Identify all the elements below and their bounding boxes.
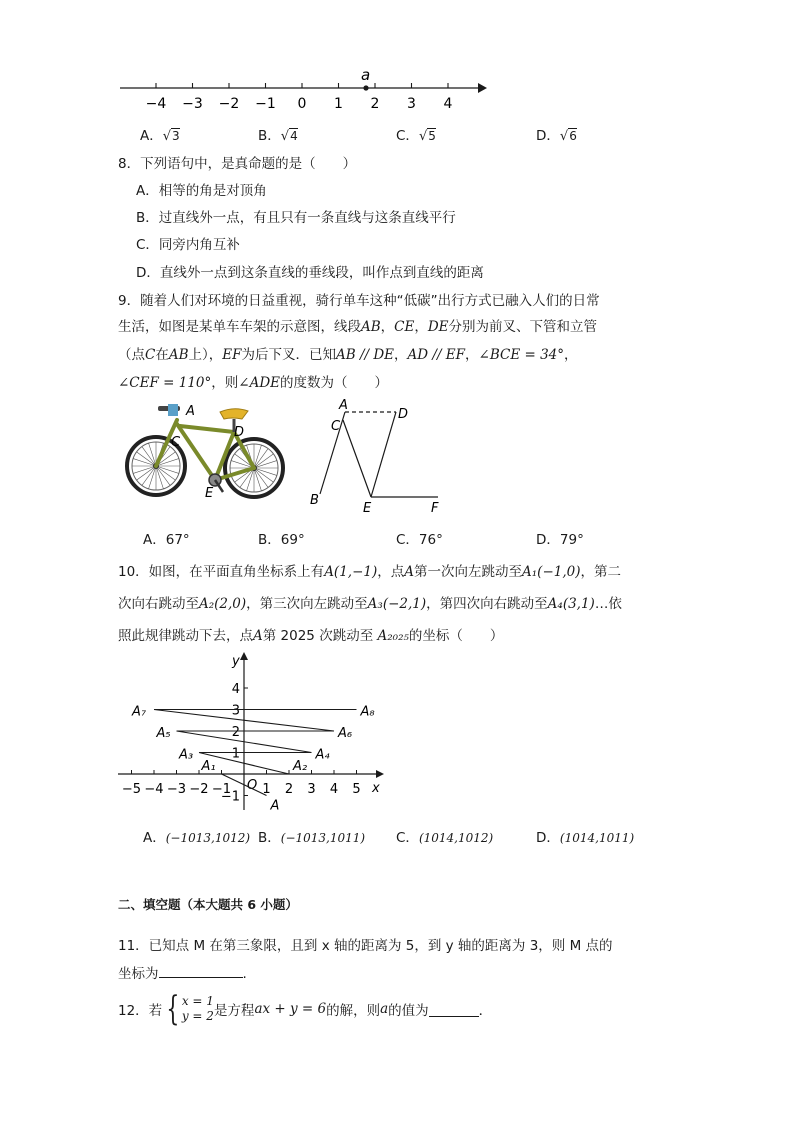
segment-ab: AB xyxy=(361,319,381,335)
section2-title: 二、填空题（本大题共 6 小题） xyxy=(118,897,298,912)
sqrt-icon: √ xyxy=(418,129,428,144)
option-letter: C． xyxy=(396,128,419,144)
q12-stem xyxy=(118,989,493,1029)
option-value: (1014,1012) xyxy=(418,831,494,845)
q9-text: 上）， xyxy=(188,347,223,363)
point-label: A₂ xyxy=(293,759,308,774)
number-line-figure xyxy=(110,66,500,114)
option-letter: A． xyxy=(143,830,166,846)
bike-label-d: D xyxy=(234,425,245,440)
y-tick-label: −1 xyxy=(220,789,240,805)
number-line-tick-label: 2 xyxy=(370,96,380,112)
x-tick-label: −2 xyxy=(189,782,209,797)
point-label: A₁ xyxy=(201,759,216,774)
origin-label: O xyxy=(247,778,258,793)
number-line-ticks xyxy=(146,83,453,112)
frame-label-d: D xyxy=(398,407,409,422)
q12-text: ． xyxy=(478,1003,493,1019)
segment-ab: AB xyxy=(168,347,189,363)
segment-ce-line xyxy=(343,420,371,497)
q10-text: ，第二 xyxy=(580,564,621,580)
point-label: A₄ xyxy=(315,747,330,763)
q9-text: ， xyxy=(414,319,428,335)
q10-text: 照此规律跳动下去，点 xyxy=(118,628,253,644)
q11-answer-blank[interactable] xyxy=(159,963,243,978)
option-value: (−1013,1012) xyxy=(165,831,251,845)
number-line-tick-label: 4 xyxy=(443,96,453,112)
q10-stem-line1 xyxy=(118,560,621,580)
q9-text: 的度数为（ ） xyxy=(280,375,389,391)
equation-system xyxy=(162,989,214,1029)
q9-stem-line1: 9．随着人们对环境的日益重视，骑行单车这种“低碳”出行方式已融入人们的日常 xyxy=(118,293,600,309)
graph-ticks xyxy=(122,682,361,805)
point-c: C xyxy=(145,347,156,363)
x-tick-label: 3 xyxy=(307,782,316,797)
y-tick-label: 4 xyxy=(231,682,240,697)
q10-text: 第一次向左跳动至 xyxy=(414,564,523,580)
x-tick-label: −1 xyxy=(211,782,232,797)
angle-bce: ∠BCE = 34° xyxy=(478,347,565,363)
y-tick-label: 2 xyxy=(231,725,240,740)
x-tick-label: −3 xyxy=(166,782,187,797)
segment-de: DE xyxy=(427,319,449,335)
x-axis-label: x xyxy=(372,781,380,796)
q8-stem: 8．下列语句中，是真命题的是（ ） xyxy=(118,156,357,172)
bike-label-a: A xyxy=(186,404,195,419)
segment-ef: EF xyxy=(222,347,242,363)
bicycle-illustration xyxy=(122,400,290,508)
x-tick-label: 5 xyxy=(352,782,361,797)
number-line-tick-label: 0 xyxy=(297,96,307,112)
q8-option-b[interactable]: B．过直线外一点，有且只有一条直线与这条直线平行 xyxy=(136,210,456,226)
bike-label-c: C xyxy=(171,435,181,450)
number-line-tick-label: −2 xyxy=(218,96,240,112)
option-letter: A． xyxy=(140,128,163,144)
y-tick-label: 3 xyxy=(231,703,240,719)
q8-option-c[interactable]: C．同旁内角互补 xyxy=(136,237,240,253)
x-axis-arrow xyxy=(376,770,384,778)
q9-option-c[interactable]: C．76° xyxy=(396,532,443,548)
q9-option-d[interactable]: D．79° xyxy=(536,532,584,548)
system-eq1: x = 1 xyxy=(181,994,214,1008)
number-line-tick-label: 1 xyxy=(334,96,343,112)
q11-stem-line2 xyxy=(118,962,247,982)
q8-option-a[interactable]: A．相等的角是对顶角 xyxy=(136,183,267,199)
q8-option-d[interactable]: D．直线外一点到这条直线的垂线段，叫作点到直线的距离 xyxy=(136,265,484,281)
coordinate-graph xyxy=(110,650,395,818)
angle-ade: ∠ADE xyxy=(238,375,281,391)
q10-stem-line3 xyxy=(118,624,503,644)
x-tick-label: 2 xyxy=(284,782,294,797)
q9-stem-line4 xyxy=(118,371,388,391)
option-letter: B． xyxy=(258,830,281,846)
q9-stem-line3: （点C在AB上），EF为后下叉．已知AB // DE，AD // EF，∠BCE = 34°， xyxy=(118,347,578,363)
q7-option-c[interactable] xyxy=(396,124,436,144)
y-tick-label: 1 xyxy=(231,746,240,762)
q9-text: ， xyxy=(380,319,395,335)
sqrt-icon: √ xyxy=(280,129,290,144)
option-letter: D． xyxy=(536,128,560,144)
parallel-ad-ef: AD // EF xyxy=(407,347,466,363)
point-a-label: a xyxy=(361,66,371,84)
option-letter: B． xyxy=(258,128,281,144)
point-a2-coord: A₂(2,0) xyxy=(199,596,247,612)
y-axis-arrow xyxy=(240,652,248,660)
point-label: A xyxy=(270,798,280,814)
point-label: A₃ xyxy=(179,747,194,763)
q10-text: 10．如图，在平面直角坐标系上有 xyxy=(118,564,325,580)
number-line-tick-label: −1 xyxy=(255,96,276,112)
q9-option-b[interactable]: B．69° xyxy=(258,532,305,548)
q10-text: 的坐标（ ） xyxy=(408,628,504,644)
frame-label-e: E xyxy=(363,501,372,516)
y-axis-label: y xyxy=(232,654,240,669)
q10-text: ，点 xyxy=(377,564,405,580)
point-a: A xyxy=(404,564,415,580)
q10-option-c[interactable] xyxy=(396,826,493,846)
point-a-coord: A(1,−1) xyxy=(324,564,378,580)
radicand: 6 xyxy=(569,129,577,143)
frame-label-a: A xyxy=(339,398,348,413)
system-eq2: y = 2 xyxy=(181,1009,214,1023)
q11-text: 坐标为 xyxy=(118,966,159,982)
q10-stem-line2 xyxy=(118,592,622,612)
option-letter: C． xyxy=(396,830,419,846)
q10-text: 第 2025 次跳动至 xyxy=(262,628,374,644)
q9-option-a[interactable]: A．67° xyxy=(143,532,190,548)
frame-label-f: F xyxy=(431,501,439,516)
point-label: A₅ xyxy=(156,726,171,741)
number-line-tick-label: 3 xyxy=(407,96,416,112)
q9-text: （点 xyxy=(118,347,145,363)
q12-text: 是方程 xyxy=(213,1003,255,1019)
segment-ce: CE xyxy=(394,319,415,335)
number-line-tick-label: −3 xyxy=(182,96,203,112)
q10-option-b[interactable] xyxy=(258,826,365,846)
q11-text: . xyxy=(242,966,247,982)
x-tick-label: 4 xyxy=(329,782,339,797)
q12-var-a: a xyxy=(380,1001,389,1017)
radicand: 5 xyxy=(428,129,436,143)
point-label: A₇ xyxy=(132,704,147,720)
q9-stem-line2 xyxy=(118,315,597,335)
x-tick-label: −5 xyxy=(121,782,142,797)
q7-option-a[interactable] xyxy=(140,124,180,144)
q7-option-d[interactable] xyxy=(536,124,577,144)
point-label: A₈ xyxy=(360,704,375,720)
q10-text: ，第四次向右跳动至 xyxy=(426,596,548,612)
segment-de-line xyxy=(371,412,396,497)
point-a: A xyxy=(253,628,263,644)
q9-text: 生活，如图是某单车车架的示意图，线段 xyxy=(118,319,361,335)
point-a3-coord: A₃(−2,1) xyxy=(367,596,427,612)
q12-text: 的解，则 xyxy=(326,1003,381,1019)
frame-label-b: B xyxy=(310,493,319,508)
x-tick-label: 1 xyxy=(262,782,271,797)
q12-text: 的值为 xyxy=(388,1003,429,1019)
option-letter: D． xyxy=(536,830,560,846)
radicand: 3 xyxy=(172,129,180,143)
q10-text: …依 xyxy=(594,596,622,612)
frame-label-c: C xyxy=(331,419,341,434)
handlebar-grip xyxy=(168,404,178,416)
point-a4-coord: A₄(3,1) xyxy=(547,596,595,612)
q9-text: 分别为前叉、下管和立管 xyxy=(448,319,598,335)
q12-text: 12．若 xyxy=(118,1003,163,1019)
x-tick-label: −4 xyxy=(144,782,164,797)
q10-option-d[interactable] xyxy=(536,826,634,846)
option-value: (−1013,1011) xyxy=(280,831,366,845)
saddle xyxy=(220,409,248,419)
option-value: (1014,1011) xyxy=(559,831,635,845)
q9-text: ，则 xyxy=(211,375,239,391)
number-line-arrow xyxy=(478,83,487,93)
point-label: A₆ xyxy=(338,726,353,741)
angle-cef: ∠CEF = 110° xyxy=(118,375,212,391)
bike-label-e: E xyxy=(205,486,214,501)
q12-answer-blank[interactable] xyxy=(429,1002,479,1017)
frame-schematic xyxy=(308,398,448,516)
point-a2025: A₂₀₂₅ xyxy=(377,628,409,644)
q7-option-b[interactable] xyxy=(258,124,298,144)
brace-icon: { xyxy=(166,989,180,1029)
point-a1-coord: A₁(−1,0) xyxy=(522,564,581,580)
q9-text: 为后下叉．已知 xyxy=(241,347,336,363)
point-a-dot xyxy=(363,85,368,90)
q10-option-a[interactable] xyxy=(143,826,250,846)
q10-text: 次向右跳动至 xyxy=(118,596,199,612)
sqrt-icon: √ xyxy=(162,129,172,144)
q10-text: ，第三次向左跳动至 xyxy=(246,596,368,612)
q9-text: 在 xyxy=(155,347,169,363)
q11-stem-line1: 11．已知点 M 在第三象限，且到 x 轴的距离为 5，到 y 轴的距离为 3，则 M 点的 xyxy=(118,938,613,954)
sqrt-icon: √ xyxy=(559,129,569,144)
radicand: 4 xyxy=(290,129,298,143)
q12-equation: ax + y = 6 xyxy=(254,1001,327,1017)
parallel-ab-de: AB // DE xyxy=(336,347,395,363)
number-line-tick-label: −4 xyxy=(145,96,167,112)
